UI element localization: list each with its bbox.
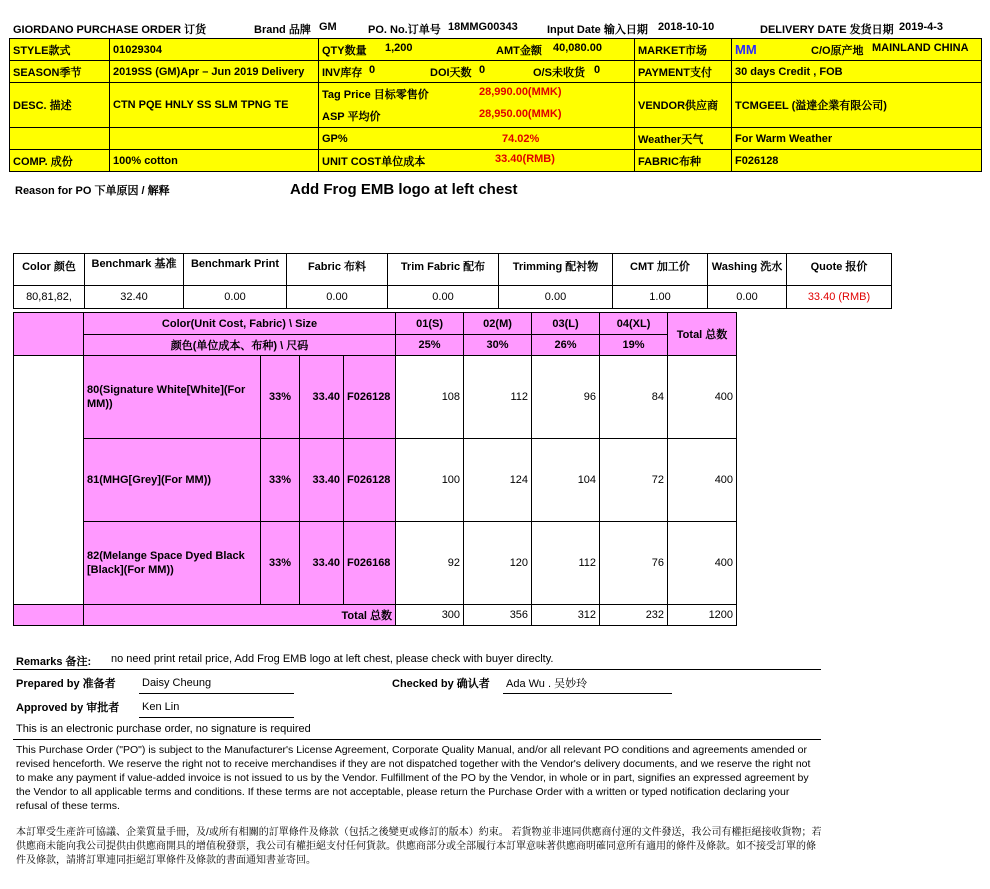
comp-label: COMP. 成份 <box>10 150 110 172</box>
row-fabric: F026128 <box>344 356 396 439</box>
total-row <box>14 605 737 626</box>
os-value: 0 <box>594 63 601 76</box>
row-qty-l: 112 <box>532 522 600 605</box>
row-total: 400 <box>668 439 737 522</box>
origin-value: MAINLAND CHINA <box>872 42 969 54</box>
inv-value: 0 <box>369 63 376 76</box>
cost-washing-value: 0.00 <box>708 286 787 309</box>
row-fabric: F026168 <box>344 522 396 605</box>
remarks-value: no need print retail price, Add Frog EMB logo at left chest, please check with buyer direclty. <box>111 653 554 665</box>
row-total: 400 <box>668 356 737 439</box>
cost-fabric-value: 0.00 <box>287 286 388 309</box>
size-quantity-table <box>13 312 737 626</box>
checked-by-value: Ada Wu . 吴妙玲 <box>503 675 672 694</box>
delivery-date-label: DELIVERY DATE 发货日期 <box>760 24 894 36</box>
row-qty-s: 92 <box>396 522 464 605</box>
size-ratio-xl: 19% <box>600 335 668 356</box>
row-qty-xl: 84 <box>600 356 668 439</box>
cost-head-trim-fabric: Trim Fabric 配布 <box>388 254 499 286</box>
vendor-label: VENDOR供应商 <box>635 83 732 128</box>
desc-value: CTN PQE HNLY SS SLM TPNG TE <box>110 83 319 128</box>
size-head-xl: 04(XL) <box>600 313 668 335</box>
cost-head-quote: Quote 报价 <box>787 254 892 286</box>
asp-value: 28,950.00(MMK) <box>479 108 562 120</box>
origin-label: C/O原产地 <box>811 45 864 57</box>
row-qty-s: 108 <box>396 356 464 439</box>
row-pct: 33% <box>261 522 300 605</box>
fabric-value: F026128 <box>732 150 982 172</box>
cost-trim-fabric-value: 0.00 <box>388 286 499 309</box>
qty-label: QTY数量 <box>322 44 367 57</box>
row-color: 82(Melange Space Dyed Black [Black](For MM)) <box>84 522 261 605</box>
doi-label: DOI天数 <box>430 66 472 79</box>
remarks-label: Remarks 备注: <box>16 656 92 668</box>
cost-head-benchmark-print: Benchmark Print <box>184 254 287 286</box>
row-total: 400 <box>668 522 737 605</box>
row-qty-s: 100 <box>396 439 464 522</box>
asp-label: ASP 平均价 <box>322 111 381 123</box>
size-head-cn: 颜色(单位成本、布种) \ 尺码 <box>84 335 396 356</box>
amt-label: AMT金额 <box>496 44 542 57</box>
approved-by-value: Ken Lin <box>139 701 294 718</box>
market-label: MARKET市场 <box>635 39 732 61</box>
cost-benchmark-value: 32.40 <box>85 286 184 309</box>
row-color: 80(Signature White[White](For MM)) <box>84 356 261 439</box>
reason-value: Add Frog EMB logo at left chest <box>290 181 518 198</box>
cost-trimming-value: 0.00 <box>499 286 613 309</box>
market-value: MM <box>735 42 757 57</box>
doi-value: 0 <box>479 63 486 76</box>
brand-value: GM <box>319 21 337 33</box>
inv-label: INV库存 <box>322 66 363 79</box>
size-head-s: 01(S) <box>396 313 464 335</box>
weather-label: Weather天气 <box>635 128 732 150</box>
row-cost: 33.40 <box>300 522 344 605</box>
size-head-en: Color(Unit Cost, Fabric) \ Size <box>84 313 396 335</box>
input-date-value: 2018-10-10 <box>658 21 715 33</box>
po-number-label: PO. No.订单号 <box>368 24 441 36</box>
unit-cost-label: UNIT COST单位成本 <box>322 155 426 168</box>
prepared-by-value: Daisy Cheung <box>139 677 294 694</box>
vendor-value: TCMGEEL (溢達企業有限公司) <box>732 83 982 128</box>
prepared-by-label: Prepared by 准备者 <box>16 678 116 690</box>
size-ratio-l: 26% <box>532 335 600 356</box>
electronic-note: This is an electronic purchase order, no signature is required <box>16 723 311 735</box>
table-row <box>14 356 737 439</box>
season-value: 2019SS (GM)Apr – Jun 2019 Delivery <box>110 61 319 83</box>
size-ratio-m: 30% <box>464 335 532 356</box>
payment-value: 30 days Credit , FOB <box>732 61 982 83</box>
brand-label: Brand 品牌 <box>254 24 311 36</box>
size-head-l: 03(L) <box>532 313 600 335</box>
row-pct: 33% <box>261 356 300 439</box>
reason-label: Reason for PO 下单原因 / 解释 <box>15 185 170 197</box>
cost-head-color: Color 颜色 <box>14 254 85 286</box>
row-qty-m: 124 <box>464 439 532 522</box>
qty-value: 1,200 <box>385 41 413 54</box>
row-qty-xl: 76 <box>600 522 668 605</box>
row-qty-l: 96 <box>532 356 600 439</box>
approved-by-label: Approved by 审批者 <box>16 702 120 714</box>
row-cost: 33.40 <box>300 439 344 522</box>
gp-value: 74.02% <box>502 132 540 145</box>
cost-head-cmt: CMT 加工价 <box>613 254 708 286</box>
season-label: SEASON季节 <box>10 61 110 83</box>
row-qty-xl: 72 <box>600 439 668 522</box>
gp-label: GP% <box>322 132 348 145</box>
row-qty-l: 104 <box>532 439 600 522</box>
payment-label: PAYMENT支付 <box>635 61 732 83</box>
style-label: STYLE款式 <box>10 39 110 61</box>
row-cost: 33.40 <box>300 356 344 439</box>
cost-breakdown-table <box>13 253 892 309</box>
cost-head-benchmark: Benchmark 基准 <box>85 254 184 286</box>
total-qty-s: 300 <box>396 605 464 626</box>
desc-label: DESC. 描述 <box>10 83 110 128</box>
table-row <box>14 439 737 522</box>
table-row <box>14 522 737 605</box>
total-qty-all: 1200 <box>668 605 737 626</box>
input-date-label: Input Date 输入日期 <box>547 24 648 36</box>
divider <box>13 739 821 740</box>
row-color: 81(MHG[Grey](For MM)) <box>84 439 261 522</box>
total-qty-m: 356 <box>464 605 532 626</box>
row-qty-m: 120 <box>464 522 532 605</box>
tag-price-value: 28,990.00(MMK) <box>479 86 562 98</box>
os-label: O/S未收货 <box>533 66 585 79</box>
weather-value: For Warm Weather <box>732 128 982 150</box>
tag-price-label: Tag Price 目标零售价 <box>322 89 429 101</box>
delivery-date-value: 2019-4-3 <box>899 21 944 33</box>
comp-value: 100% cotton <box>110 150 319 172</box>
size-ratio-s: 25% <box>396 335 464 356</box>
cost-head-washing: Washing 洗水 <box>708 254 787 286</box>
total-qty-l: 312 <box>532 605 600 626</box>
size-head-total: Total 总数 <box>668 313 737 356</box>
cost-color-value: 80,81,82, <box>14 286 85 309</box>
row-qty-m: 112 <box>464 356 532 439</box>
fabric-label: FABRIC布种 <box>635 150 732 172</box>
unit-cost-value: 33.40(RMB) <box>495 152 555 165</box>
amt-value: 40,080.00 <box>553 41 602 54</box>
po-header-table <box>9 38 982 172</box>
total-qty-xl: 232 <box>600 605 668 626</box>
terms-chinese: 本訂單受生產許可協議、企業質量手冊，及/或所有相關的訂單條件及條款（包括之後變更或修訂的版本）約束。 若貨物並非連同供應商付運的文件發送，我公司有權拒絕接收貨物；若供應商未能向我公司提供由供應商開具的增值稅發票，我公司有權拒絕支付任何貨款。供應商部分或全部履行本訂單意味著供應商明確同意所有適用的條件及條款。如不接受訂單的條件及條款，請將訂單連同拒絕訂單條件及條款的書面通知書並寄回。 <box>16 827 822 866</box>
size-head-m: 02(M) <box>464 313 532 335</box>
cost-head-fabric: Fabric 布料 <box>287 254 388 286</box>
terms-english: This Purchase Order ("PO") is subject to the Manufacturer's License Agreement, Corporate Quality Manual, and/or all relevant PO conditions and agreements amended or revised henceforth. We reserve the right not to receive merchandises if they are not dispatched together with the Vendor's delivery documents, and we reserve the right not to make any payment if value-added invoice is not issued to us by the Vendor. Fulfillment of the PO by the Vendor, in whole or in part, signifies an expressed agreement by the Vendor to all applicable terms and conditions. If these terms are not acceptable, please return the Purchase Order with a written or typed notification declaring your refusal of these terms. <box>16 744 811 812</box>
divider <box>13 669 821 670</box>
cost-head-trimming: Trimming 配衬物 <box>499 254 613 286</box>
cost-cmt-value: 1.00 <box>613 286 708 309</box>
po-title: GIORDANO PURCHASE ORDER 订货 <box>13 24 207 36</box>
total-row-label: Total 总数 <box>84 605 396 626</box>
checked-by-label: Checked by 确认者 <box>392 678 490 690</box>
cost-benchmark-print-value: 0.00 <box>184 286 287 309</box>
style-value: 01029304 <box>110 39 319 61</box>
row-pct: 33% <box>261 439 300 522</box>
cost-quote-value: 33.40 (RMB) <box>787 286 892 309</box>
row-fabric: F026128 <box>344 439 396 522</box>
po-number-value: 18MMG00343 <box>448 21 518 33</box>
